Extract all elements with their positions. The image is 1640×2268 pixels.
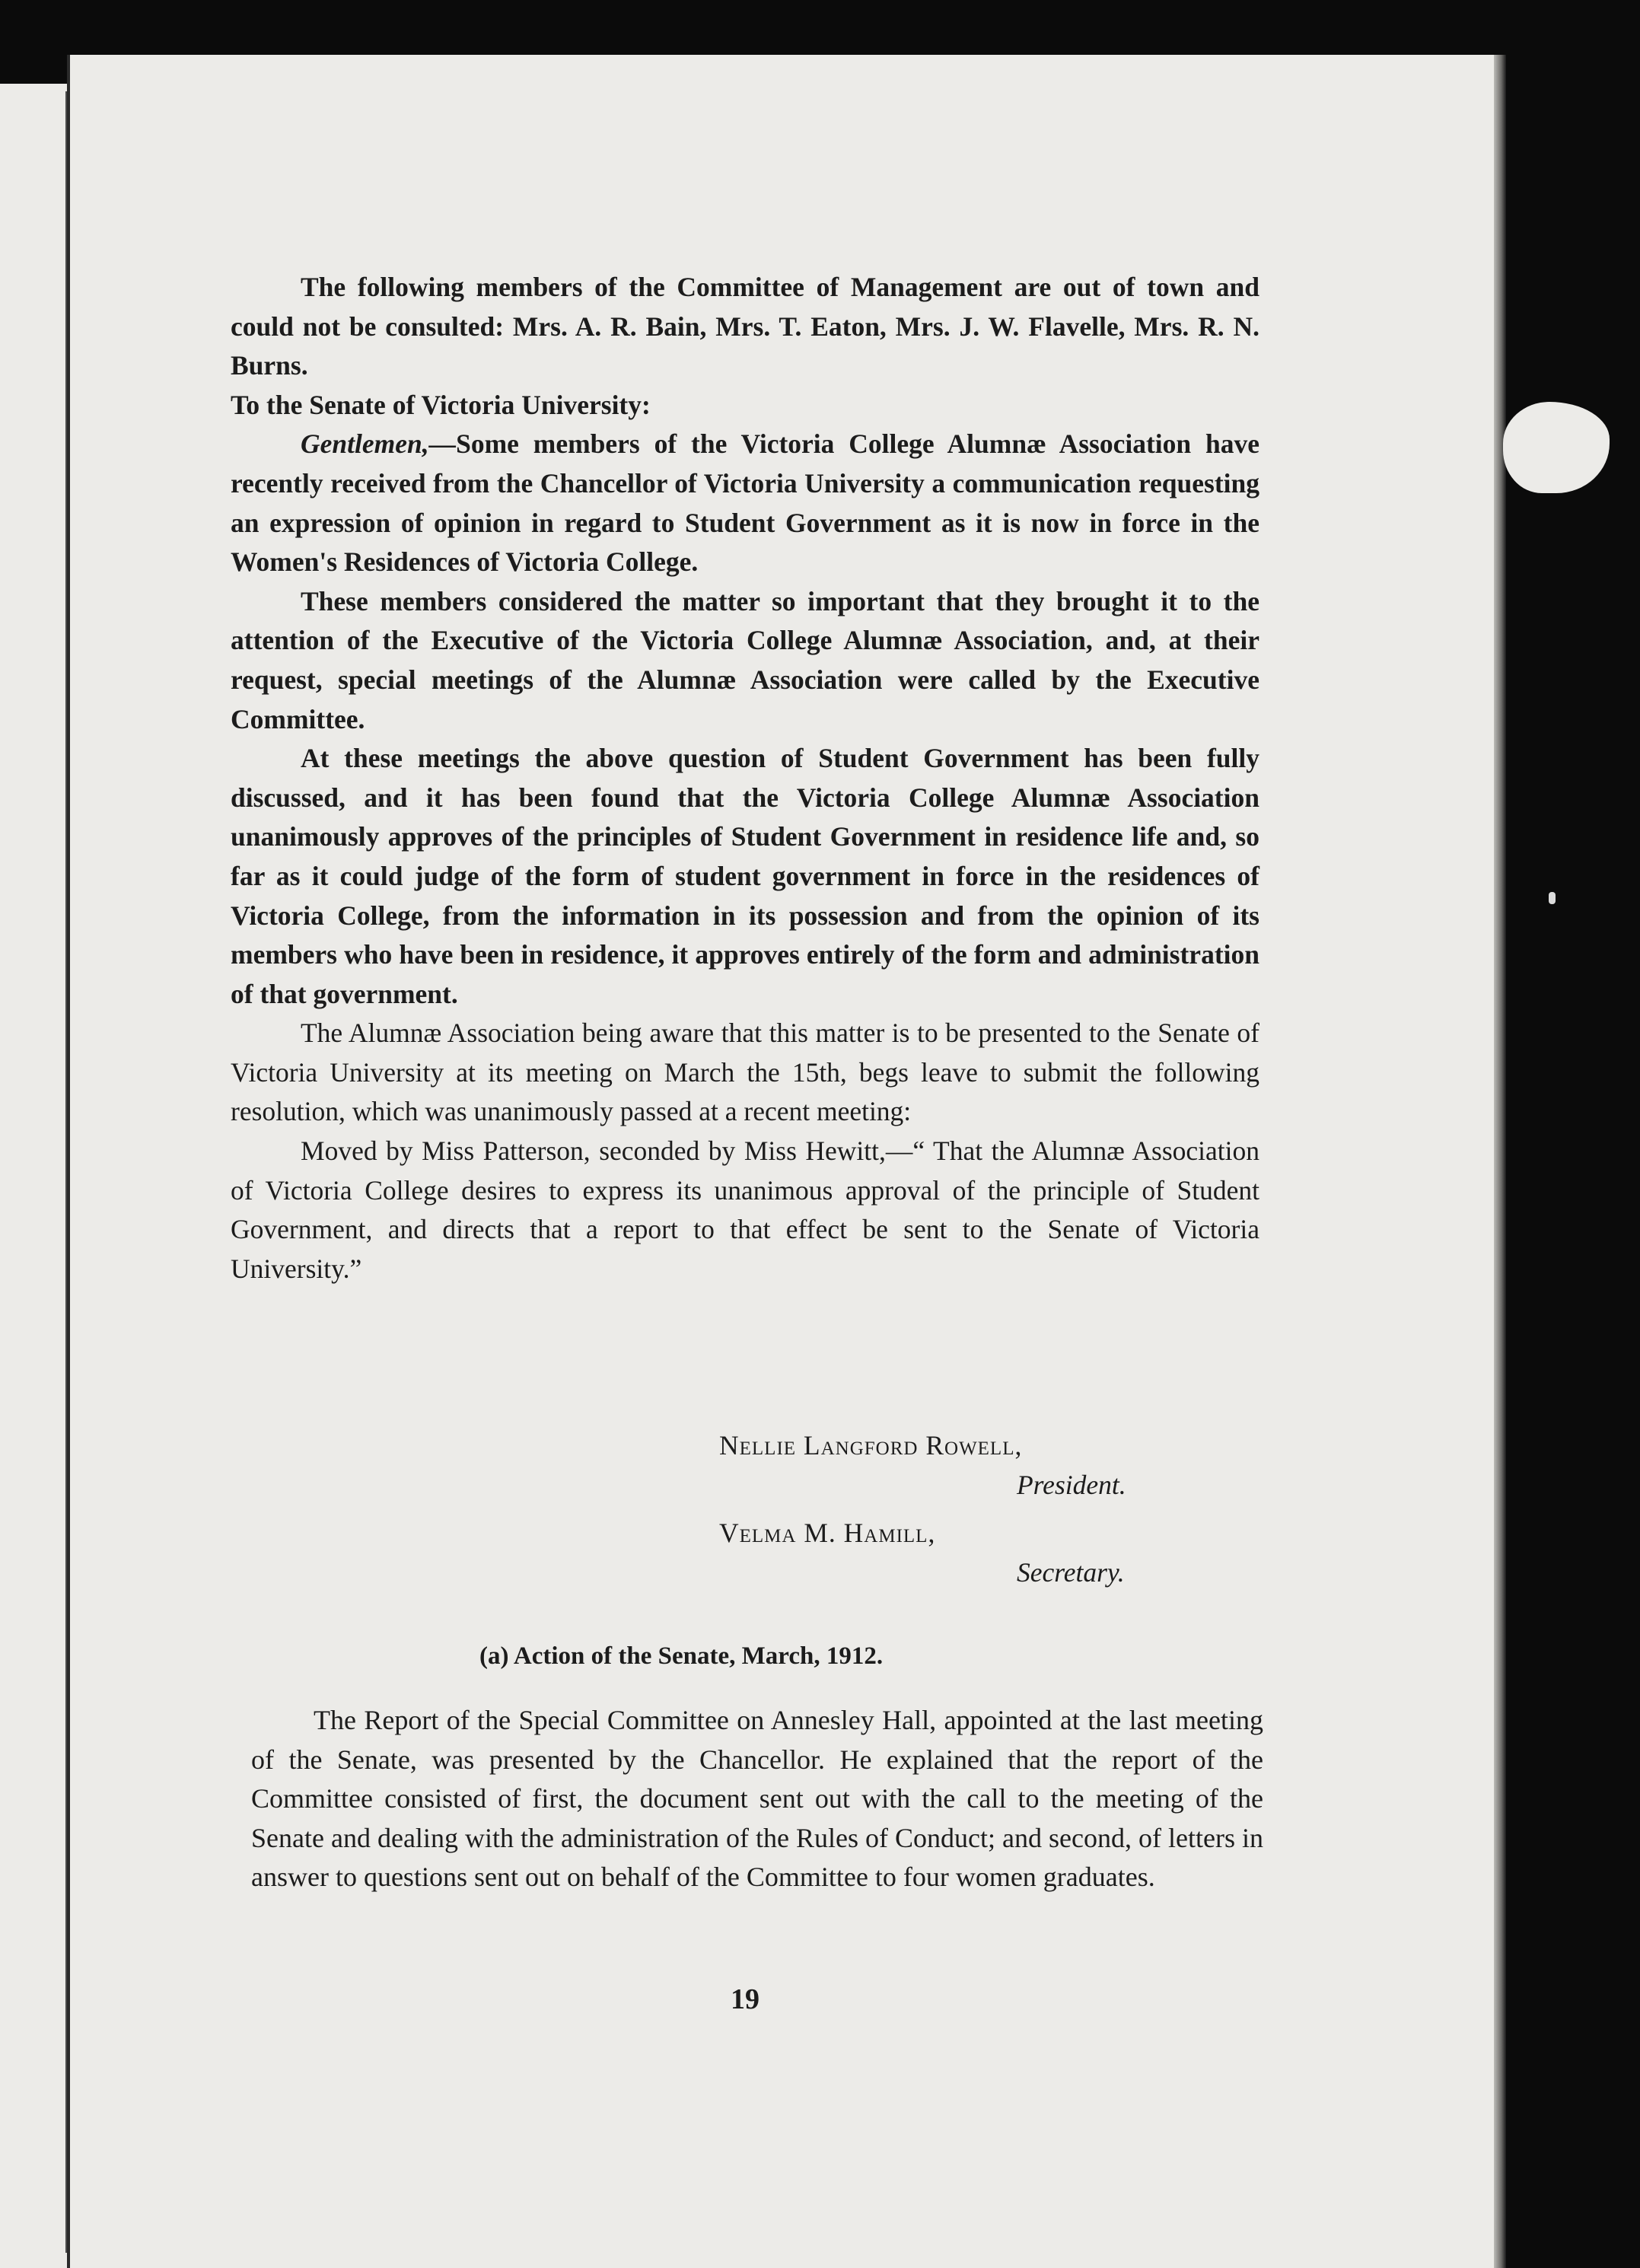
paragraph-senate-notice: The Alumnæ Association being aware that this matter is to be presented to the Senate of Victoria University at its meeting on March the 15th, begs leave to submit the following resolution, which was unanimously passed at a recent meeting: <box>231 1018 1259 1127</box>
paragraph-executive: These members considered the matter so important that they brought it to the attention of the Executive of the Victoria College Alumnæ Association, and, at their request, special meetings of the Alumnæ Association were called by the Executive Committee. <box>231 585 1259 734</box>
signature-title-president: President. <box>1017 1470 1126 1500</box>
letter-body <box>231 268 1259 1288</box>
signature-name-secretary: Velma M. Hamill, <box>719 1518 936 1548</box>
torn-paper-fragment <box>1503 402 1610 493</box>
signature-name-president: Nellie Langford Rowell, <box>719 1430 1023 1461</box>
page-edge-shadow <box>1494 55 1506 2268</box>
address-line: To the Senate of Victoria University: <box>231 389 651 420</box>
salutation: Gentlemen,— <box>301 428 457 460</box>
section-heading: (a) Action of the Senate, March, 1912. <box>479 1642 884 1670</box>
paragraph-resolution: Moved by Miss Patterson, seconded by Miss Hewitt,—“ That the Alumnæ Association of Victoria College desires to express its unanimous approval of the principle of Student Government, and directs that a report to that effect be sent to the Senate of Victoria University.” <box>231 1136 1259 1284</box>
paragraph-absent-members: The following members of the Committee of Management are out of town and could not be consulted: Mrs. A. R. Bain, Mrs. T. Eaton, Mrs. J. W. Flavelle, Mrs. R. N. Burns. <box>231 272 1259 381</box>
signature-title-secretary: Secretary. <box>1017 1557 1125 1588</box>
paragraph-senate-report: The Report of the Special Committee on Annesley Hall, appointed at the last meeting of the Senate, was presented by the Chancellor. He explained that the report of the Committee consisted of first, the document sent out with the call to the meeting of the Senate and dealing with the administration of the Rules of Conduct; and second, of letters in answer to questions sent out on behalf of the Committee to four women graduates. <box>251 1705 1263 1892</box>
facing-page-margin <box>0 84 67 2268</box>
paragraph-introduction <box>231 425 1259 581</box>
paragraph-introduction-text: Some members of the Victoria College Alumnæ Association have recently received from the Chancellor of Victoria University a communication requesting an expression of opinion in regard to Student Government as it is now in force in the Women's Residences of Victoria College. <box>231 428 1259 578</box>
paragraph-meetings: At these meetings the above question of Student Government has been fully discussed, and it has been found that the Victoria College Alumnæ Association unanimously approves of the principles of Student Government in residence life and, so far as it could judge of the form of student government in force in the residences of Victoria College, from the information in its possession and from the opinion of its members who have been in residence, it approves entirely of the form and administration of that government. <box>231 743 1259 1009</box>
senate-action-body <box>251 1701 1263 1897</box>
page-number: 19 <box>731 1983 759 2015</box>
dust-speck <box>1549 892 1556 904</box>
